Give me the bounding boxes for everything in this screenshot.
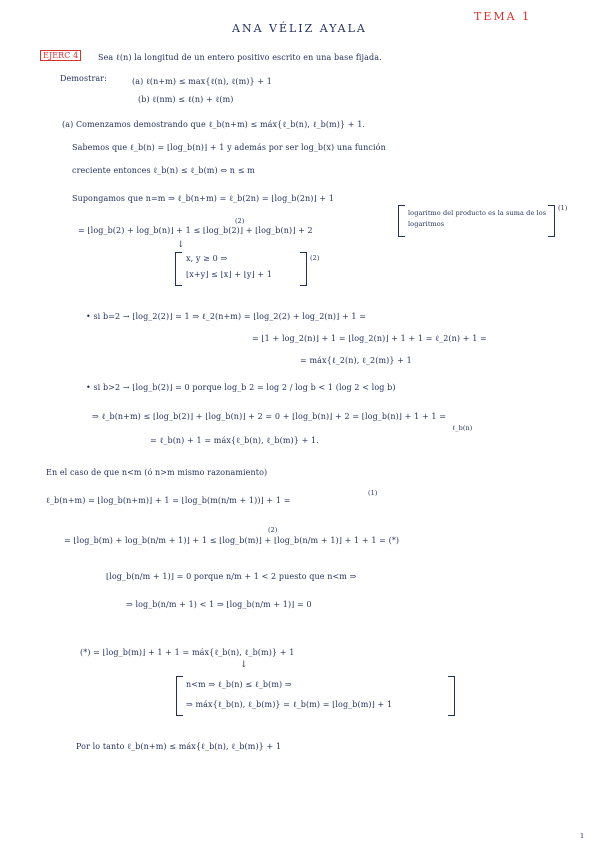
margin-note: logaritmo del producto es la suma de los logaritmos xyxy=(408,209,547,228)
proof-line: = máx{ℓ_2(n), ℓ_2(m)} + 1 xyxy=(300,356,412,365)
conclusion-line: Por lo tanto ℓ_b(n+m) ≤ máx{ℓ_b(n), ℓ_b(m)} + 1 xyxy=(76,742,282,751)
prove-label: Demostrar: xyxy=(60,74,107,83)
down-arrow-icon: ↓ xyxy=(177,240,185,250)
proof-line: (*) = ⌊log_b(m)⌋ + 1 + 1 = máx{ℓ_b(n), ℓ_b(m)} + 1 xyxy=(80,648,295,657)
note-bracket xyxy=(175,252,182,286)
ref-mark: (1) xyxy=(368,489,378,497)
proof-line: ⇒ log_b(n/m + 1) < 1 ⇒ ⌊log_b(n/m + 1)⌋ = 0 xyxy=(126,600,312,609)
proof-line: (a) Comenzamos demostrando que ℓ_b(n+m) ≤ máx{ℓ_b(n), ℓ_b(m)} + 1. xyxy=(62,120,366,129)
ref-mark: (2) xyxy=(235,217,245,225)
proof-line: = ⌊1 + log_2(n)⌋ + 1 = ⌊log_2(n)⌋ + 1 + 1 = ℓ_2(n) + 1 = xyxy=(252,334,487,343)
ref-mark: (1) xyxy=(558,204,568,212)
exercise-label: EJERC 4 xyxy=(40,50,81,61)
proof-line: = ⌊log_b(2) + log_b(n)⌋ + 1 ≤ ⌊log_b(2)⌋ + ⌊log_b(n)⌋ + 2 xyxy=(78,226,313,235)
ref-mark: (2) xyxy=(310,254,320,262)
proof-line: = ℓ_b(n) + 1 = máx{ℓ_b(n), ℓ_b(m)} + 1. xyxy=(150,436,319,445)
ref-mark: (2) xyxy=(268,526,278,534)
note-bracket xyxy=(300,252,307,286)
claim-b: (b) ℓ(nm) ≤ ℓ(n) + ℓ(m) xyxy=(138,95,234,104)
claim-a: (a) ℓ(n+m) ≤ max{ℓ(n), ℓ(m)} + 1 xyxy=(132,77,272,86)
proof-line: Supongamos que n=m ⇒ ℓ_b(n+m) = ℓ_b(2n) = ⌊log_b(2n)⌋ + 1 xyxy=(72,194,335,203)
proof-line: ℓ_b(n+m) = ⌊log_b(n+m)⌋ + 1 = ⌊log_b(m(n/m + 1))⌋ + 1 = xyxy=(46,496,291,505)
box-line: n<m ⇒ ℓ_b(n) ≤ ℓ_b(m) ⇒ xyxy=(186,680,292,689)
box-line: ⌊x+y⌋ ≤ ⌊x⌋ + ⌊y⌋ + 1 xyxy=(186,270,273,279)
topic-label: TEMA 1 xyxy=(474,10,532,23)
proof-line: ⌊log_b(n/m + 1)⌋ = 0 porque n/m + 1 < 2 puesto que n<m ⇒ xyxy=(106,572,357,581)
exercise-statement: Sea ℓ(n) la longitud de un entero positivo escrito en una base fijada. xyxy=(98,53,382,62)
proof-line: ⇒ ℓ_b(n+m) ≤ ⌊log_b(2)⌋ + ⌊log_b(n)⌋ + 2 = 0 + ⌊log_b(n)⌋ + 2 = ⌊log_b(n)⌋ + 1 + 1 = xyxy=(92,412,447,421)
note-bracket xyxy=(176,676,183,716)
proof-line: creciente entonces ℓ_b(n) ≤ ℓ_b(m) ⇔ n ≤ m xyxy=(72,166,255,175)
proof-line: Sabemos que ℓ_b(n) = ⌊log_b(n)⌋ + 1 y además por ser log_b(x) una función xyxy=(72,143,386,152)
note-bracket xyxy=(448,676,455,716)
proof-line: En el caso de que n<m (ó n>m mismo razonamiento) xyxy=(46,468,268,477)
page-number: 1 xyxy=(580,832,585,840)
proof-line: = ⌊log_b(m) + log_b(n/m + 1)⌋ + 1 ≤ ⌊log_b(m)⌋ + ⌊log_b(n/m + 1)⌋ + 1 + 1 = (*) xyxy=(64,536,400,545)
proof-line: • si b=2 → ⌊log_2(2)⌋ = 1 ⇒ ℓ_2(n+m) = ⌊log_2(2) + log_2(n)⌋ + 1 = xyxy=(86,312,367,321)
author-name: ANA VÉLIZ AYALA xyxy=(232,22,367,35)
note-bracket xyxy=(548,205,555,237)
underbrace-label: ℓ_b(n) xyxy=(452,424,473,432)
down-arrow-icon: ↓ xyxy=(240,660,248,670)
proof-line: • si b>2 → ⌊log_b(2)⌋ = 0 porque log_b 2 = log 2 / log b < 1 (log 2 < log b) xyxy=(86,383,396,392)
box-line: ⇒ máx{ℓ_b(n), ℓ_b(m)} = ℓ_b(m) = ⌊log_b(m)⌋ + 1 xyxy=(186,700,393,709)
box-line: x, y ≥ 0 ⇒ xyxy=(186,254,228,263)
note-bracket xyxy=(398,205,405,237)
